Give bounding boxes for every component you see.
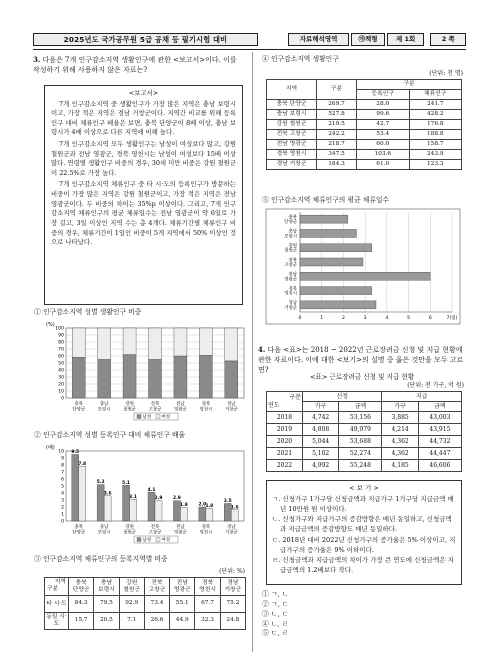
table-row bbox=[267, 130, 462, 140]
bar-stay-days bbox=[300, 272, 430, 280]
view-item-a: ㄱ. 신청가구 1가구당 신청금액과 지급가구 1가구당 지급금액 매년 10만원 원 이상이다. bbox=[272, 494, 454, 513]
y-tick-label: 20 bbox=[58, 382, 64, 388]
table-cell: 158.7 bbox=[409, 140, 462, 150]
answer-option-3[interactable]: ③ ㄴ, ㄷ bbox=[262, 609, 289, 618]
y-tick-label: 강원 bbox=[288, 244, 297, 250]
y-tick-label: 10 bbox=[58, 449, 64, 455]
legend-swatch bbox=[137, 538, 141, 542]
y-tick-label: 40 bbox=[58, 368, 64, 374]
region-header: 충남 보령시 bbox=[94, 578, 119, 596]
data-label: 3.1 bbox=[129, 494, 137, 500]
table-cell: 43,915 bbox=[418, 424, 461, 436]
corner-top-label: 지역 bbox=[54, 579, 66, 585]
bar-male bbox=[174, 356, 187, 398]
y-tick-label: 7 bbox=[61, 470, 64, 476]
y-tick-label: 3 bbox=[61, 498, 64, 504]
bar-male bbox=[123, 485, 130, 521]
q4-table-title: <표> 근로장려금 신청 및 지급 현황 bbox=[309, 373, 415, 381]
table-cell: 2018 bbox=[267, 412, 303, 424]
table-cell: 4,808 bbox=[303, 424, 339, 436]
data-label: 2.9 bbox=[173, 496, 181, 502]
legend-label: 여성 bbox=[161, 415, 170, 420]
data-label: 4.1 bbox=[147, 487, 156, 493]
region-header: 경남 거창군 bbox=[220, 578, 245, 596]
y-tick-label: 10 bbox=[58, 389, 64, 395]
y-tick-label: 80 bbox=[58, 340, 64, 346]
x-tick-label: 충북 bbox=[74, 402, 83, 407]
table-cell: 44,732 bbox=[418, 436, 461, 448]
table-header: 금액 bbox=[339, 402, 382, 412]
table-cell: 4,992 bbox=[303, 460, 339, 472]
table-cell: 219.5 bbox=[317, 120, 357, 130]
subject-label: 자료해석영역 bbox=[288, 33, 349, 46]
table-cell: 53,156 bbox=[339, 412, 382, 424]
table-row bbox=[267, 448, 462, 460]
table-row bbox=[267, 140, 462, 150]
x-tick-label: 고창군 bbox=[148, 530, 162, 536]
table-cell: 20.5 bbox=[94, 613, 119, 630]
table-header: 금액 bbox=[418, 402, 461, 412]
table-cell: 26.6 bbox=[144, 613, 169, 630]
y-tick-label: 9 bbox=[61, 456, 64, 462]
option-5-label[interactable]: ⑤ 인구감소지역 체류인구의 평균 체류일수 bbox=[262, 196, 390, 204]
data-label: 3.6 bbox=[103, 491, 112, 497]
region-header: 강원 철원군 bbox=[119, 578, 144, 596]
bar-female bbox=[72, 328, 85, 357]
data-label: 5.2 bbox=[96, 480, 105, 486]
table-cell: 43,003 bbox=[418, 412, 461, 424]
x-tick-label: 고창군 bbox=[148, 407, 162, 413]
table-cell: 527.8 bbox=[317, 110, 357, 120]
table-cell: 4,742 bbox=[303, 412, 339, 424]
bar-female bbox=[98, 328, 111, 360]
row-header: 타 시·도 bbox=[45, 596, 69, 613]
bar-male bbox=[199, 507, 206, 521]
q3-question: 다음은 7개 인구감소지역 생활인구에 관한 <보고서>이다. 이를 작성하기 위해 사용하지 않은 자료는? bbox=[33, 56, 237, 75]
table-cell: 강원 철원군 bbox=[267, 120, 317, 130]
table-corner: 지역 bbox=[267, 80, 317, 100]
table-cell: 241.7 bbox=[409, 100, 462, 110]
table-cell: 75.2 bbox=[220, 596, 245, 613]
answer-option-2[interactable]: ② ㄱ, ㄷ bbox=[262, 599, 289, 608]
table-cell: 전남 영광군 bbox=[267, 140, 317, 150]
x-tick-label: 단양군 bbox=[72, 407, 86, 413]
table-cell: 269.7 bbox=[317, 100, 357, 110]
bar-male bbox=[123, 355, 136, 398]
q4-number: 4. bbox=[258, 345, 266, 354]
x-tick-label: 7(일) bbox=[446, 316, 458, 321]
table-cell: 176.8 bbox=[409, 120, 462, 130]
y-axis-unit: (%) bbox=[46, 322, 55, 328]
table-row bbox=[267, 436, 462, 448]
x-tick-label: 보령시 bbox=[97, 530, 111, 536]
table-row bbox=[267, 412, 462, 424]
report-paragraph: 7개 인구감소지역 모두 생활인구는 남성이 여성보다 많고, 강원 철원군과 전남 영광군, 경북 영천시는 남성이 여성보다 15배 이상 많다. 연령별 생활인구 비중의 경우, 30세 미만 비중은 강원 철원군이 22.5%로 가장 높다. bbox=[51, 140, 236, 177]
table-cell: 218.7 bbox=[317, 140, 357, 150]
region-header: 경북 영천시 bbox=[195, 578, 220, 596]
data-label: 1.8 bbox=[205, 503, 214, 509]
y-tick-label: 0 bbox=[61, 396, 64, 402]
table-cell: 4,362 bbox=[382, 448, 418, 460]
corner-bottom-label: 연도 bbox=[268, 401, 280, 409]
table-header: 체류인구 bbox=[409, 90, 462, 100]
table-header: 지급 bbox=[382, 392, 462, 402]
x-tick-label: 충남 bbox=[99, 402, 109, 407]
y-tick-label: 경남 bbox=[288, 301, 297, 307]
x-tick-label: 2 bbox=[341, 316, 345, 321]
x-tick-label: 강원 bbox=[125, 402, 134, 407]
row-header: 동일 시·도 bbox=[45, 613, 69, 630]
x-tick-label: 철원군 bbox=[123, 530, 136, 536]
x-tick-label: 경남 bbox=[227, 402, 236, 407]
table-cell: 5,044 bbox=[303, 436, 339, 448]
x-tick-label: 영광군 bbox=[174, 407, 187, 413]
table-cell: 4,362 bbox=[382, 436, 418, 448]
data-label: 2.0 bbox=[198, 502, 207, 508]
data-label: 2.9 bbox=[154, 496, 163, 502]
answer-choices bbox=[262, 590, 288, 639]
view-item-d: ㄹ. 신청금액과 지급금액의 차이가 가장 큰 연도에 신청금액은 지급금액의 1.2배보다 작다. bbox=[272, 556, 454, 574]
y-tick-label: 충북 bbox=[288, 215, 297, 221]
table-cell: 42.7 bbox=[357, 120, 410, 130]
data-label: 7.8 bbox=[78, 461, 87, 467]
legend-swatch bbox=[137, 415, 141, 419]
table-cell: 4,214 bbox=[382, 424, 418, 436]
y-tick-label: 60 bbox=[58, 354, 64, 360]
x-tick-label: 거창군 bbox=[224, 407, 238, 413]
table-header: 구분 bbox=[317, 80, 357, 100]
y-tick-label: 전남 bbox=[288, 272, 297, 278]
table-cell: 7.1 bbox=[119, 613, 144, 630]
bar-stay-days bbox=[300, 301, 376, 309]
table-cell: 3,885 bbox=[382, 412, 418, 424]
table-cell: 84.3 bbox=[69, 596, 94, 613]
y-tick-label: 경북 bbox=[288, 286, 297, 292]
bar-stay-days bbox=[300, 229, 356, 237]
q3-prompt bbox=[33, 55, 243, 75]
report-box bbox=[44, 85, 243, 305]
table-cell: 55,248 bbox=[339, 460, 382, 472]
y-tick-label: 100 bbox=[55, 326, 64, 332]
header-divider bbox=[33, 49, 466, 50]
y-tick-label: 1 bbox=[61, 512, 64, 518]
avg-stay-days-chart bbox=[264, 208, 464, 328]
x-tick-label: 3 bbox=[363, 316, 367, 321]
x-tick-label: 전북 bbox=[150, 402, 160, 407]
y-tick-label: 6 bbox=[61, 477, 64, 483]
answer-option-1[interactable]: ① ㄱ, ㄴ bbox=[262, 590, 289, 598]
bar-female bbox=[155, 501, 162, 521]
table-header: 가구 bbox=[303, 402, 339, 412]
region-header: 전남 영광군 bbox=[170, 578, 195, 596]
table-cell: 52,274 bbox=[339, 448, 382, 460]
option-3-label[interactable]: ③ 인구감소지역 체류인구의 등록지역별 비중 bbox=[34, 555, 168, 563]
x-tick-label: 전북 bbox=[150, 525, 160, 530]
x-tick-label: 영광군 bbox=[174, 530, 187, 536]
bar-male bbox=[97, 485, 104, 521]
table-cell: 79.5 bbox=[94, 596, 119, 613]
x-tick-label: 충북 bbox=[74, 525, 83, 530]
bar-male bbox=[199, 355, 212, 398]
bar-stay-days bbox=[300, 244, 372, 252]
option-1-label[interactable]: ① 인구감소지역 성별 생활인구 비중 bbox=[34, 308, 142, 316]
work-incentive-table bbox=[266, 391, 462, 472]
y-tick-label: 50 bbox=[58, 361, 64, 367]
page-number: 2 쪽 bbox=[430, 33, 466, 46]
table-cell: 184.3 bbox=[317, 160, 357, 170]
table-cell: 2021 bbox=[267, 448, 303, 460]
table-cell: 5,102 bbox=[303, 448, 339, 460]
y-tick-label: 영천시 bbox=[284, 291, 297, 297]
y-tick-label: 4 bbox=[61, 491, 64, 497]
bar-female bbox=[231, 510, 238, 521]
x-tick-label: 영천시 bbox=[199, 530, 213, 536]
x-tick-label: 6 bbox=[428, 316, 432, 321]
x-tick-label: 강원 bbox=[125, 525, 134, 530]
bar-female bbox=[174, 328, 187, 356]
table-cell: 61.0 bbox=[357, 160, 410, 170]
table-cell: 28.0 bbox=[357, 100, 410, 110]
bar-stay-days bbox=[300, 258, 363, 266]
table-cell: 49,979 bbox=[339, 424, 382, 436]
table-header: 신청 bbox=[303, 392, 382, 402]
x-tick-label: 철원군 bbox=[123, 407, 136, 413]
y-tick-label: 충남 bbox=[288, 229, 297, 235]
y-tick-label: 단양군 bbox=[284, 220, 297, 226]
x-tick-label: 경북 bbox=[201, 402, 211, 407]
table-cell: 67.7 bbox=[195, 596, 220, 613]
table-cell: 103.6 bbox=[357, 150, 410, 160]
corner-bottom-label: 구분 bbox=[47, 586, 59, 593]
table-cell: 44,447 bbox=[418, 448, 461, 460]
y-tick-label: 8 bbox=[61, 463, 64, 469]
x-tick-label: 경남 bbox=[227, 525, 236, 530]
x-tick-label: 전남 bbox=[176, 525, 185, 530]
table-row bbox=[267, 110, 462, 120]
bar-male bbox=[72, 357, 85, 398]
x-tick-label: 충남 bbox=[99, 525, 109, 530]
view-title: < 보 기 > bbox=[349, 484, 379, 492]
report-title: <보고서> bbox=[128, 89, 159, 97]
bar-stay-days bbox=[300, 215, 348, 223]
table-cell: 123.3 bbox=[409, 160, 462, 170]
option-4-label[interactable]: ④ 인구감소지역 생활인구 bbox=[262, 55, 339, 63]
region-share-table bbox=[44, 577, 246, 630]
table-cell: 188.8 bbox=[409, 130, 462, 140]
table-cell: 243.9 bbox=[409, 150, 462, 160]
table-row bbox=[267, 160, 462, 170]
view-item-b: ㄴ. 신청가구와 지급가구의 증감방향은 매년 동일하고, 신청금액과 지급금액의 증감방향도 매년 동일하다. bbox=[272, 515, 452, 533]
y-tick-label: 보령시 bbox=[284, 234, 297, 240]
x-tick-label: 전남 bbox=[176, 402, 185, 407]
y-tick-label: 5 bbox=[61, 484, 64, 490]
table-cell: 2020 bbox=[267, 436, 303, 448]
y-axis-unit: (배) bbox=[46, 445, 55, 451]
table-cell: 92.9 bbox=[119, 596, 144, 613]
table-header: 등록인구 bbox=[357, 90, 410, 100]
table-cell: 44.9 bbox=[170, 613, 195, 630]
bar-male bbox=[149, 360, 162, 399]
corner-top-label: 구분 bbox=[289, 393, 301, 401]
y-tick-label: 90 bbox=[58, 333, 64, 339]
table-cell: 242.2 bbox=[317, 130, 357, 140]
bar-stay-days bbox=[300, 287, 372, 295]
table-cell: 2022 bbox=[267, 460, 303, 472]
data-label: 1.6 bbox=[230, 505, 239, 511]
table-unit: (단위: 천 가구, 억 원) bbox=[407, 382, 464, 389]
table-cell: 55.1 bbox=[170, 596, 195, 613]
bar-female bbox=[199, 328, 212, 355]
legend-label: 남성 bbox=[142, 415, 151, 420]
x-tick-label: 보령시 bbox=[97, 407, 111, 413]
y-tick-label: 전북 bbox=[288, 258, 297, 264]
report-paragraph: 7개 인구감소지역 체류인구 중 타 시·도의 등록인구가 방문하는 비중이 가장 많은 지역은 강원 철원군이고, 가장 적은 지역은 전남 영광군이다. 두 비중의 차이는 35%p 이상이다. 그리고, 7개 인구감소지역 체류인구의 평균 체류일수는 전남 영광군이 약 6일로 가장 길고, 3일 이상인 지역 수는 총 4개다. 체류기간별 체류인구 비중의 경우, 체류기간이 1일인 비중이 5개 지역에서 50% 이상인 것으로 나타났다. bbox=[51, 180, 236, 247]
table-row bbox=[267, 120, 462, 130]
bar-female bbox=[130, 499, 137, 521]
table-unit: (단위: 천 명) bbox=[429, 70, 463, 77]
option-2-label[interactable]: ② 인구감소지역 성별 등록인구 대비 체류인구 배율 bbox=[34, 431, 186, 439]
x-tick-label: 0 bbox=[298, 316, 302, 321]
bar-female bbox=[180, 508, 187, 521]
y-tick-label: 0 bbox=[61, 519, 64, 525]
header-info bbox=[288, 33, 466, 46]
table-cell: 충북 단양군 bbox=[267, 100, 317, 110]
bar-male bbox=[98, 360, 111, 399]
bar-male bbox=[225, 361, 238, 398]
stay-ratio-chart bbox=[44, 443, 249, 547]
q3-number: 3. bbox=[33, 55, 41, 64]
table-cell: 53.4 bbox=[357, 130, 410, 140]
bar-female bbox=[149, 328, 162, 360]
q4-prompt bbox=[258, 345, 468, 375]
table-header: 구분 bbox=[357, 80, 462, 90]
table-cell: 46,606 bbox=[418, 460, 461, 472]
table-row bbox=[45, 613, 246, 630]
y-tick-label: 철원군 bbox=[284, 248, 297, 254]
table-cell: 전북 고창군 bbox=[267, 130, 317, 140]
y-tick-label: 영광군 bbox=[284, 277, 297, 283]
table-corner bbox=[45, 578, 69, 596]
table-row bbox=[267, 100, 462, 110]
y-tick-label: 거창군 bbox=[284, 305, 297, 311]
table-cell: 충남 보령시 bbox=[267, 110, 317, 120]
column-divider bbox=[252, 52, 253, 652]
table-cell: 428.2 bbox=[409, 110, 462, 120]
region-header: 충북 단양군 bbox=[69, 578, 94, 596]
table-cell: 53,688 bbox=[339, 436, 382, 448]
table-cell: 73.4 bbox=[144, 596, 169, 613]
booklet-type: ㉮책형 bbox=[351, 33, 385, 46]
gender-share-chart bbox=[44, 320, 249, 424]
x-tick-label: 거창군 bbox=[224, 530, 238, 536]
x-tick-label: 경북 bbox=[201, 525, 211, 530]
table-cell: 347.5 bbox=[317, 150, 357, 160]
table-cell: 32.3 bbox=[195, 613, 220, 630]
round-label: 제 1회 bbox=[387, 33, 425, 46]
legend-label: 여성 bbox=[161, 538, 170, 543]
data-label: 5.1 bbox=[122, 480, 130, 486]
exam-title: 2025년도 국가공무원 5급 공채 등 필기시험 대비 bbox=[33, 33, 258, 46]
table-cell: 경남 거창군 bbox=[267, 160, 317, 170]
table-cell: 4,185 bbox=[382, 460, 418, 472]
x-tick-label: 5 bbox=[407, 316, 411, 321]
answer-option-5[interactable]: ⑤ ㄷ, ㄹ bbox=[262, 629, 289, 638]
table-header: 가구 bbox=[382, 402, 418, 412]
legend-swatch bbox=[156, 415, 160, 419]
table-cell: 99.6 bbox=[357, 110, 410, 120]
data-label: 2.5 bbox=[223, 499, 232, 504]
legend-swatch bbox=[156, 538, 160, 542]
region-header: 전북 고창군 bbox=[144, 578, 169, 596]
data-label: 9.5 bbox=[71, 450, 80, 455]
bar-female bbox=[225, 328, 238, 361]
table-unit: (단위: %) bbox=[219, 568, 245, 575]
bar-female bbox=[206, 508, 213, 521]
bar-female bbox=[104, 496, 111, 521]
report-paragraph: 7개 인구감소지역 중 생활인구가 가장 많은 지역은 충남 보령시이고, 가장 적은 지역은 경남 거창군이다. 지역간 비교를 위해 등록인구 대비 체류인구 배율은 보면, 충북 단양군이 8배 이상, 충남 보령시가 4배 이상으로 다른 지역에 비해 높다. bbox=[51, 99, 236, 137]
x-tick-label: 1 bbox=[320, 316, 324, 321]
y-tick-label: 70 bbox=[58, 347, 64, 353]
table-cell: 60.0 bbox=[357, 140, 410, 150]
y-tick-label: 2 bbox=[61, 505, 64, 511]
x-tick-label: 단양군 bbox=[72, 530, 86, 536]
table-row bbox=[267, 460, 462, 472]
table-row bbox=[267, 150, 462, 160]
q4-question: 다음 <표>는 2018 ~ 2022년 근로장려금 신청 및 지급 현황에 관한 자료이다. 이에 대한 <보기>의 설명 중 옳은 것만을 모두 고르면? bbox=[258, 346, 464, 375]
table-cell: 2019 bbox=[267, 424, 303, 436]
view-box bbox=[266, 480, 462, 585]
bar-female bbox=[123, 328, 136, 355]
view-item-c: ㄷ. 2018년 대비 2022년 신청가구의 증가율은 5% 이상이고, 지급가구의 증가율은 9% 이하이다. bbox=[272, 535, 456, 554]
legend-label: 남성 bbox=[142, 538, 151, 543]
table-corner bbox=[267, 392, 303, 412]
table-cell: 경북 영천시 bbox=[267, 150, 317, 160]
x-tick-label: 4 bbox=[385, 316, 389, 321]
table-row bbox=[45, 596, 246, 613]
y-tick-label: 30 bbox=[58, 375, 64, 381]
answer-option-4[interactable]: ④ ㄴ, ㄹ bbox=[262, 619, 289, 628]
bar-female bbox=[79, 466, 86, 521]
y-tick-label: 고창군 bbox=[284, 263, 297, 268]
table-cell: 15.7 bbox=[69, 613, 94, 630]
table-row bbox=[267, 424, 462, 436]
data-label: 1.9 bbox=[180, 503, 188, 509]
living-population-table bbox=[266, 79, 462, 170]
x-tick-label: 영천시 bbox=[199, 407, 213, 413]
table-cell: 24.8 bbox=[220, 613, 245, 630]
